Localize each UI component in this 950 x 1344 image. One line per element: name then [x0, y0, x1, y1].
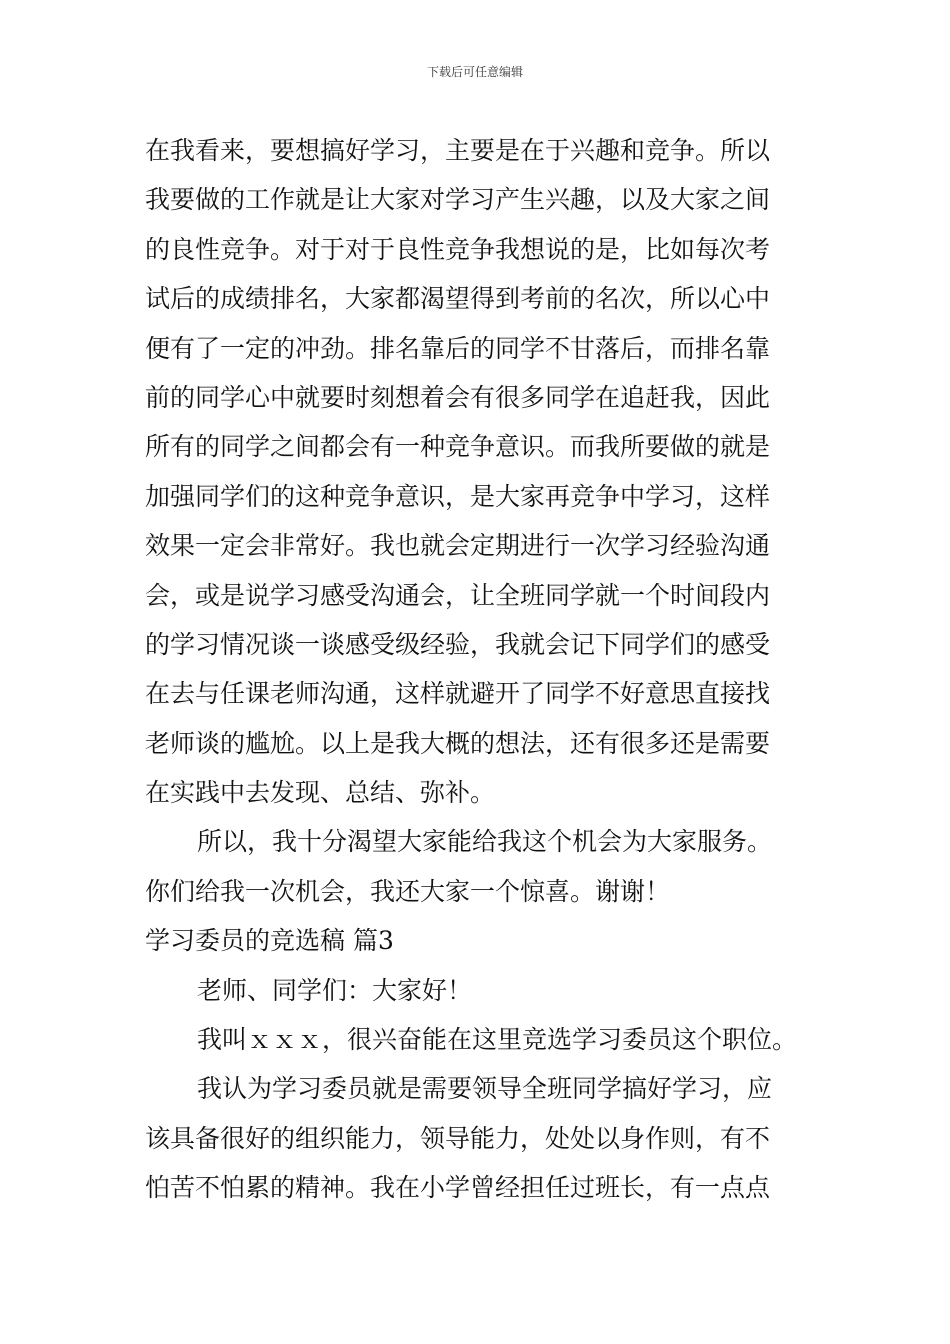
paragraph-line: 在我看来，要想搞好学习，主要是在于兴趣和竞争。所以 — [145, 136, 771, 165]
paragraph-line: 所有的同学之间都会有一种竞争意识。而我所要做的就是 — [145, 432, 771, 462]
paragraph-line: 的良性竞争。对于对于良性竞争我想说的是，比如每次考 — [145, 234, 771, 264]
paragraph-line: 我要做的工作就是让大家对学习产生兴趣，以及大家之间 — [145, 185, 771, 215]
paragraph-line: 你们给我一次机会，我还大家一个惊喜。谢谢！ — [145, 876, 671, 906]
section-heading: 学习委员的竞选稿 篇3 — [145, 926, 394, 956]
paragraph-line: 效果一定会非常好。我也就会定期进行一次学习经验沟通 — [145, 531, 771, 561]
paragraph-line: 该具备很好的组织能力，领导能力，处处以身作则，有不 — [145, 1123, 771, 1153]
paragraph-line: 会，或是说学习感受沟通会，让全班同学就一个时间段内 — [145, 580, 771, 610]
paragraph-line: 怕苦不怕累的精神。我在小学曾经担任过班长，有一点点 — [145, 1173, 771, 1203]
paragraph-line: 的学习情况谈一谈感受级经验，我就会记下同学们的感受 — [145, 629, 771, 659]
paragraph-line: 前的同学心中就要时刻想着会有很多同学在追赶我，因此 — [145, 382, 771, 412]
paragraph-line: 我叫ｘｘｘ，很兴奋能在这里竞选学习委员这个职位。 — [197, 1025, 798, 1055]
paragraph-line: 在实践中去发现、总结、弥补。 — [145, 778, 496, 808]
paragraph-line: 我认为学习委员就是需要领导全班同学搞好学习，应 — [197, 1074, 773, 1104]
paragraph-line: 加强同学们的这种竞争意识，是大家再竞争中学习，这样 — [145, 481, 771, 511]
page-header: 下载后可任意编辑 — [426, 65, 523, 79]
document-body — [145, 126, 809, 1213]
paragraph-line: 便有了一定的冲劲。排名靠后的同学不甘落后，而排名靠 — [145, 333, 771, 363]
greeting-line: 老师、同学们：大家好！ — [197, 975, 473, 1005]
paragraph-line: 试后的成绩排名，大家都渴望得到考前的名次，所以心中 — [145, 284, 771, 314]
paragraph-line: 老师谈的尴尬。以上是我大概的想法，还有很多还是需要 — [145, 728, 771, 758]
paragraph-line: 在去与任课老师沟通，这样就避开了同学不好意思直接找 — [145, 679, 771, 709]
paragraph-line: 所以，我十分渴望大家能给我这个机会为大家服务。 — [197, 827, 773, 857]
